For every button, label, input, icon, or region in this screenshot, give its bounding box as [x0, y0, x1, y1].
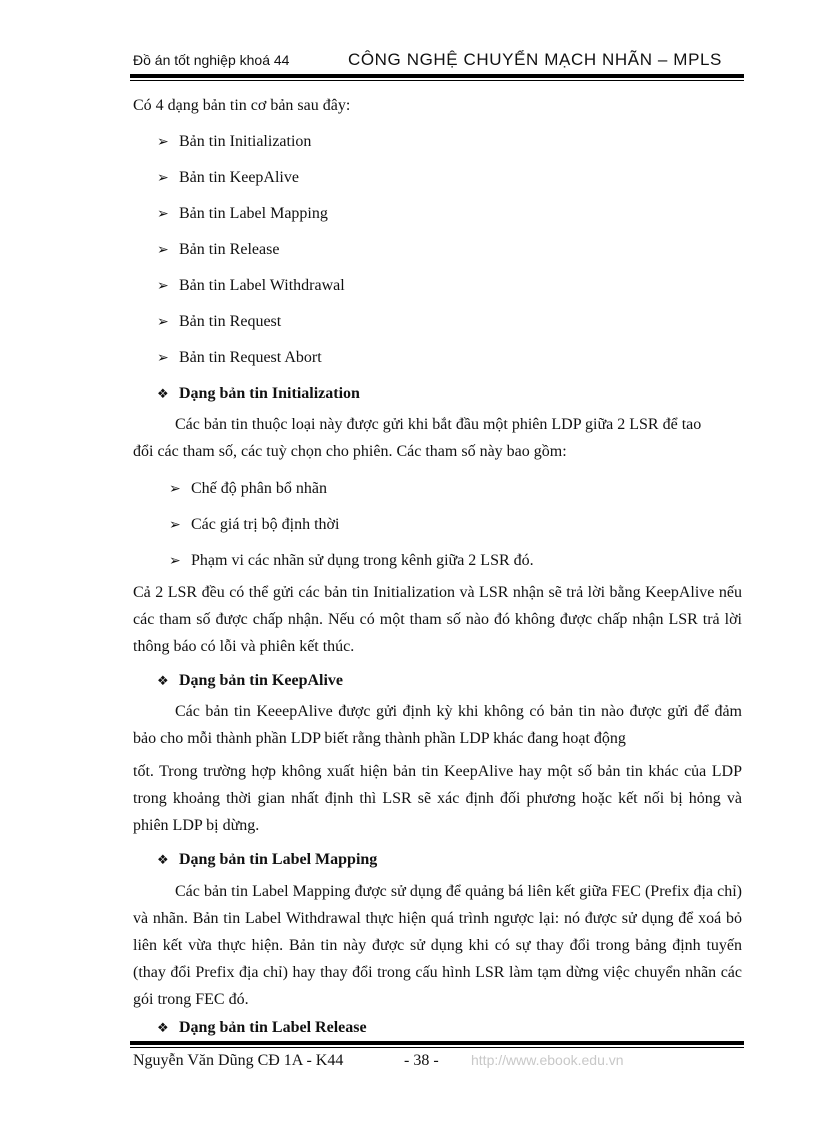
- header-rule-thin: [130, 80, 744, 81]
- section-heading-label-mapping: ❖ Dạng bản tin Label Mapping: [157, 846, 377, 874]
- arrow-bullet-icon: ➢: [157, 134, 169, 150]
- label-mapping-para: Các bản tin Label Mapping được sử dụng để quảng bá liên kết giữa FEC (Prefix địa chỉ) và nhãn. Bản tin Label Withdrawal thực hiện quá trình ngược lại: nó được sử dụng để xoá bỏ liên kết vừa thực hiện. Bản tin này được sử dụng khi có sự thay đổi trong bảng định tuyến (thay đổi Prefix địa chỉ) hay thay đổi trong cấu hình LSR làm tạm dừng việc chuyển nhãn các gói trong FEC đó.: [133, 883, 742, 1008]
- list-item: ➢ Bản tin KeepAlive: [157, 164, 299, 192]
- footer-rule-thin: [130, 1047, 744, 1048]
- footer-rule-thick: [130, 1041, 744, 1045]
- arrow-bullet-icon: ➢: [157, 278, 169, 294]
- footer-author: Nguyễn Văn Dũng CĐ 1A - K44: [133, 1052, 344, 1069]
- initialization-para-line2: đổi các tham số, các tuỳ chọn cho phiên. Các tham số này bao gồm:: [133, 443, 567, 460]
- list-item: ➢ Bản tin Request: [157, 308, 281, 336]
- diamond-bullet-icon: ❖: [157, 674, 169, 689]
- list-item: ➢ Phạm vi các nhãn sử dụng trong kênh giữa 2 LSR đó.: [169, 547, 534, 575]
- keepalive-para1: Các bản tin KeeepAlive được gửi định kỳ khi không có bản tin nào được gửi để đảm bảo cho mỗi thành phần LDP biết rằng thành phần LDP khác đang hoạt động: [133, 703, 742, 747]
- arrow-bullet-icon: ➢: [169, 517, 181, 533]
- list-item: ➢ Bản tin Release: [157, 236, 279, 264]
- header-title: CÔNG NGHỆ CHUYỂN MẠCH NHÃN – MPLS: [347, 50, 722, 69]
- header-left: Đồ án tốt nghiệp khoá 44: [133, 52, 290, 68]
- header-rule-thick: [130, 74, 744, 78]
- arrow-bullet-icon: ➢: [157, 170, 169, 186]
- section-heading-label-release: ❖ Dạng bản tin Label Release: [157, 1014, 367, 1042]
- initialization-after-para: Cả 2 LSR đều có thể gửi các bản tin Initialization và LSR nhận sẽ trả lời bằng KeepAlive nếu các tham số được chấp nhận. Nếu có một tham số nào đó không được chấp nhận LSR trả lời thông báo có lỗi và phiên kết thúc.: [133, 584, 742, 655]
- list-item: ➢ Bản tin Label Mapping: [157, 200, 328, 228]
- list-item: ➢ Chế độ phân bổ nhãn: [169, 475, 327, 503]
- keepalive-para2: tốt. Trong trường hợp không xuất hiện bản tin KeepAlive hay một số bản tin khác của LDP trong khoảng thời gian nhất định thì LSR sẽ xác định đối phương hoặc kết nối bị hỏng và phiên LDP bị dừng.: [133, 763, 742, 834]
- list-item: ➢ Các giá trị bộ định thời: [169, 511, 339, 539]
- list-item: ➢ Bản tin Initialization: [157, 128, 311, 156]
- list-item: ➢ Bản tin Request Abort: [157, 344, 322, 372]
- initialization-para-line1: Các bản tin thuộc loại này được gửi khi bắt đầu một phiên LDP giữa 2 LSR để tao: [175, 416, 702, 433]
- list-item: ➢ Bản tin Label Withdrawal: [157, 272, 345, 300]
- diamond-bullet-icon: ❖: [157, 387, 169, 402]
- diamond-bullet-icon: ❖: [157, 1021, 169, 1036]
- arrow-bullet-icon: ➢: [157, 206, 169, 222]
- footer-url: http://www.ebook.edu.vn: [471, 1052, 624, 1068]
- section-heading-keepalive: ❖ Dạng bản tin KeepAlive: [157, 667, 343, 695]
- arrow-bullet-icon: ➢: [157, 314, 169, 330]
- section-heading-initialization: ❖ Dạng bản tin Initialization: [157, 380, 360, 408]
- page-number: - 38 -: [404, 1052, 439, 1069]
- arrow-bullet-icon: ➢: [169, 481, 181, 497]
- intro-text: Có 4 dạng bản tin cơ bản sau đây:: [133, 97, 351, 114]
- arrow-bullet-icon: ➢: [157, 242, 169, 258]
- arrow-bullet-icon: ➢: [169, 553, 181, 569]
- arrow-bullet-icon: ➢: [157, 350, 169, 366]
- diamond-bullet-icon: ❖: [157, 853, 169, 868]
